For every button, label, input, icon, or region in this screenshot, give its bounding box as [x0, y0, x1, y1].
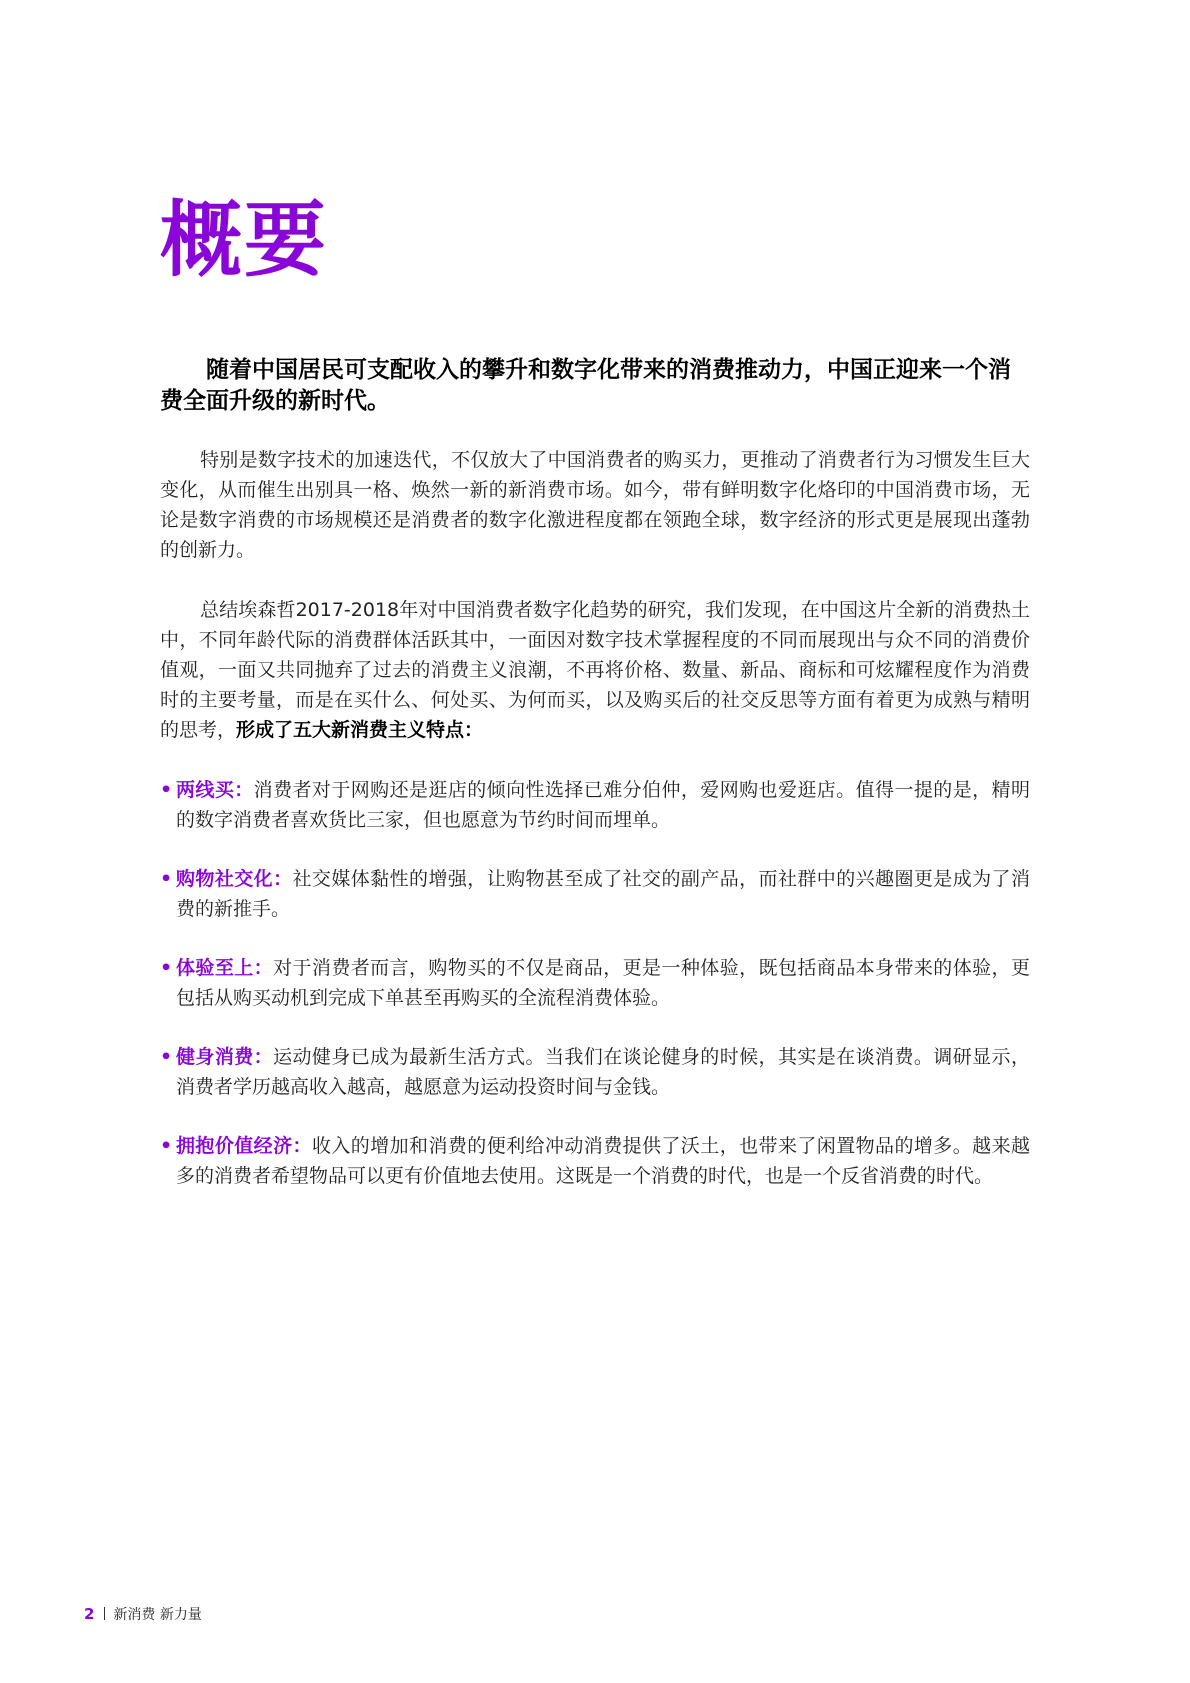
- feature-text: 对于消费者而言，购物买的不仅是商品，更是一种体验，既包括商品本身带来的体验，更包括从购买动机到完成下单甚至再购买的全流程消费体验。: [176, 957, 1030, 1009]
- feature-item-social-shopping: [160, 864, 1030, 924]
- main-content: [160, 355, 1030, 1220]
- bullet-dot-icon: •: [160, 1046, 173, 1068]
- feature-item-value-economy: [160, 1131, 1030, 1191]
- page-title: 概要: [160, 193, 329, 288]
- feature-item-fitness-consumption: [160, 1042, 1030, 1102]
- page-footer: [84, 1604, 202, 1625]
- body-paragraph-1: 特别是数字技术的加速迭代，不仅放大了中国消费者的购买力，更推动了消费者行为习惯发生巨大变化，从而催生出别具一格、焕然一新的新消费市场。如今，带有鲜明数字化烙印的中国消费市场，无论是数字消费的市场规模还是消费者的数字化激进程度都在领跑全球，数字经济的形式更是展现出蓬勃的创新力。: [160, 449, 1030, 561]
- page-number: 2: [84, 1605, 95, 1623]
- body-paragraph-2-emphasis: 形成了五大新消费主义特点：: [236, 719, 484, 741]
- footer-divider: [104, 1607, 105, 1620]
- publication-title: 新消费 新力量: [113, 1607, 202, 1623]
- feature-text: 收入的增加和消费的便利给冲动消费提供了沃土，也带来了闲置物品的增多。越来越多的消费者希望物品可以更有价值地去使用。这既是一个消费的时代，也是一个反省消费的时代。: [176, 1135, 1030, 1187]
- feature-text: 消费者对于网购还是逛店的倾向性选择已难分伯仲，爱网购也爱逛店。值得一提的是，精明的数字消费者喜欢货比三家，但也愿意为节约时间而埋单。: [176, 779, 1030, 831]
- bullet-dot-icon: •: [160, 779, 173, 801]
- feature-item-two-channel: [160, 775, 1030, 835]
- bullet-dot-icon: •: [160, 957, 173, 979]
- bullet-dot-icon: •: [160, 1135, 173, 1157]
- feature-text: 运动健身已成为最新生活方式。当我们在谈论健身的时候，其实是在谈消费。调研显示，消费者学历越高收入越高，越愿意为运动投资时间与金钱。: [176, 1046, 1030, 1098]
- feature-term: 购物社交化：: [176, 868, 293, 890]
- body-paragraph-2-text: 总结埃森哲2017-2018年对中国消费者数字化趋势的研究，我们发现，在中国这片全新的消费热土中，不同年龄代际的消费群体活跃其中，一面因对数字技术掌握程度的不同而展现出与众不同的消费价值观，一面又共同抛弃了过去的消费主义浪潮，不再将价格、数量、新品、商标和可炫耀程度作为消费时的主要考量，而是在买什么、何处买、为何而买，以及购买后的社交反思等方面有着更为成熟与精明的思考，: [160, 599, 1030, 741]
- bullet-dot-icon: •: [160, 868, 173, 890]
- feature-term: 拥抱价值经济：: [176, 1135, 312, 1157]
- feature-term: 体验至上：: [176, 957, 274, 979]
- feature-list: [160, 775, 1030, 1191]
- feature-term: 健身消费：: [176, 1046, 274, 1068]
- feature-item-experience-first: [160, 953, 1030, 1013]
- lead-paragraph: 随着中国居民可支配收入的攀升和数字化带来的消费推动力，中国正迎来一个消费全面升级的新时代。: [160, 357, 1011, 414]
- body-paragraph-2: [160, 595, 1030, 745]
- feature-term: 两线买：: [176, 779, 254, 801]
- feature-text: 社交媒体黏性的增强，让购物甚至成了社交的副产品，而社群中的兴趣圈更是成为了消费的新推手。: [176, 868, 1030, 920]
